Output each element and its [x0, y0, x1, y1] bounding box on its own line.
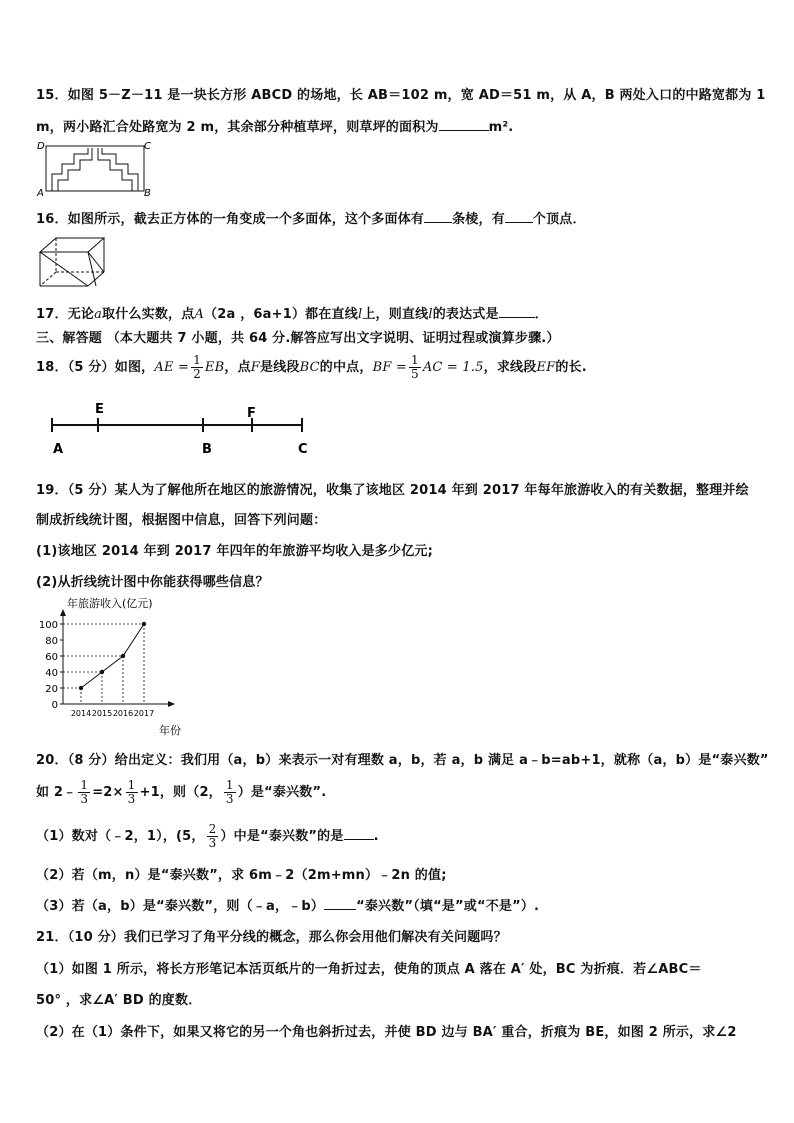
q18-text-b: ，点: [224, 360, 251, 375]
q15-line2-text: m，两小路汇合处路宽为 2 m，其余部分种植草坪，则草坪的面积为: [36, 120, 439, 135]
chart-x-tick-label: 2015: [91, 709, 113, 718]
q18-label-C: C: [298, 442, 308, 457]
q15-label-B: B: [144, 188, 151, 198]
q20-ex-text-d: ）是“泰兴数”.: [237, 785, 327, 800]
q18-frac1-num: 1: [193, 353, 201, 367]
q20-frac1-den: 3: [80, 792, 89, 806]
q18-segment-bc: BC: [299, 360, 320, 375]
q20-sub1-frac: [207, 823, 219, 850]
chart-x-tick-label: 2017: [133, 709, 155, 718]
q17-line-l2: l: [428, 307, 433, 322]
chart-x-tick-label: 2016: [112, 709, 134, 718]
q20-frac-1: [78, 779, 90, 806]
q18-label-E: E: [95, 402, 104, 417]
q20-sub1-frac-den: 3: [208, 836, 217, 850]
q20-sub3-blank: [324, 897, 356, 910]
q20-frac3-den: 3: [225, 792, 234, 806]
q20-example-line: [36, 779, 326, 806]
q18-label-B: B: [202, 442, 212, 457]
q19-line2: 制成折线统计图，根据图中信息，回答下列问题：: [36, 513, 327, 528]
chart-y-tick-label: 100: [38, 620, 58, 631]
q20-frac2-den: 3: [127, 792, 136, 806]
q16-cube-figure: [36, 234, 108, 290]
q20-frac-2: [126, 779, 138, 806]
q16-vertices-blank: [505, 210, 533, 223]
chart-data-point: [121, 654, 125, 658]
q16-edges-blank: [424, 210, 452, 223]
q15-line1: 15．如图 5－Z－11 是一块长方形 ABCD 的场地，长 AB＝102 m，宽 AD＝51 m，从 A，B 两处入口的中路宽都为 1: [36, 88, 766, 103]
q17-point-a: A: [194, 307, 205, 322]
q18-frac2-den: 5: [411, 367, 419, 381]
q20-sub3-text-a: （3）若（a，b）是“泰兴数”，则（﹣a，﹣b）: [36, 899, 325, 914]
q21-line2: （1）如图 1 所示，将长方形笔记本活页纸片的一角折过去，使角的顶点 A 落在 A′ 处，BC 为折痕．若∠ABC＝: [36, 962, 702, 977]
q21-line1: 21．（10 分）我们已学习了角平分线的概念，那么你会用他们解决有关问题吗？: [36, 930, 507, 945]
q20-line1: 20．（8 分）给出定义：我们用（a，b）来表示一对有理数 a，b，若 a，b 满足 a﹣b=ab+1，就称（a，b）是“泰兴数”: [36, 753, 769, 768]
chart-y-tick-label: 0: [51, 700, 58, 711]
q17-text-c: （2a ，6a+1）都在直线: [204, 307, 358, 322]
q18-frac1-den: 2: [193, 367, 201, 381]
q20-frac1-num: 1: [80, 778, 89, 792]
q20-sub1-blank: [344, 827, 374, 840]
q16-text-c: 个顶点．: [532, 212, 586, 227]
q18-line: [36, 354, 587, 381]
tourism-income-line-chart: [34, 594, 194, 740]
q20-frac-3: [224, 779, 236, 806]
chart-data-point: [100, 670, 104, 674]
q20-ex-text-a: 如 2﹣: [36, 785, 77, 800]
q20-sub3: [36, 895, 539, 914]
chart-y-axis-arrow: [60, 609, 66, 616]
q16-text-b: 条棱，有: [452, 212, 505, 227]
chart-data-point: [79, 686, 83, 690]
q18-frac2-num: 1: [411, 353, 419, 367]
chart-plot-area: [39, 609, 175, 718]
chart-y-tick-label: 20: [45, 684, 58, 695]
chart-y-tick-label: 60: [45, 652, 58, 663]
q18-eq2-right: AC = 1.5: [422, 360, 484, 375]
q18-point-f: F: [250, 360, 261, 375]
chart-data-point: [142, 622, 146, 626]
q18-text-d: 的中点，: [319, 360, 373, 375]
q18-segment-figure: [40, 398, 330, 460]
q15-field-figure: [36, 138, 154, 198]
q17-text-f: ．: [534, 307, 548, 322]
q18-label-A: A: [53, 442, 64, 457]
q17-var-a: a: [94, 307, 103, 322]
q20-sub1-frac-num: 2: [208, 822, 217, 836]
q15-answer-blank: [439, 118, 489, 131]
q20-ex-text-c: +1，则（2，: [139, 785, 222, 800]
chart-x-axis-label: 年份: [159, 724, 181, 737]
q15-label-A: A: [37, 188, 44, 198]
q15-unit: m².: [488, 120, 514, 135]
q18-frac-fifth: [409, 354, 421, 381]
q17-line: [36, 303, 548, 322]
q18-text-a: 18．（5 分）如图，: [36, 360, 155, 375]
chart-x-tick-label: 2014: [70, 709, 92, 718]
q18-eq1-left: AE =: [154, 360, 190, 375]
q18-eq1-right: EB: [204, 360, 225, 375]
q17-text-a: 17．无论: [36, 307, 95, 322]
q15-label-C: C: [144, 141, 151, 152]
q19-line1: 19．（5 分）某人为了解他所在地区的旅游情况，收集了该地区 2014 年到 2017 年每年旅游收入的有关数据，整理并绘: [36, 483, 749, 498]
q20-sub1-text-c: .: [373, 829, 379, 844]
q21-line4: （2）在（1）条件下，如果又将它的另一个角也斜折过去，并使 BD 边与 BA′ 重合，折痕为 BE，如图 2 所示，求∠2: [36, 1025, 737, 1040]
q18-frac-half: [191, 354, 203, 381]
q18-label-F: F: [247, 406, 256, 421]
chart-y-tick-label: 40: [45, 668, 58, 679]
q19-sub2: (2)从折线统计图中你能获得哪些信息？: [36, 575, 269, 590]
q16-line: [36, 208, 586, 227]
q18-segment-ef: EF: [536, 360, 556, 375]
q18-text-c: 是线段: [260, 360, 300, 375]
q16-text-a: 16．如图所示，截去正方体的一角变成一个多面体，这个多面体有: [36, 212, 425, 227]
q21-line3: 50° ，求∠A′ BD 的度数．: [36, 993, 202, 1008]
q20-frac3-num: 1: [225, 778, 234, 792]
q20-sub1-text-b: ）中是“泰兴数”的是: [220, 829, 344, 844]
q18-eq2-left: BF =: [372, 360, 407, 375]
q20-sub2: （2）若（m，n）是“泰兴数”，求 6m﹣2（2m+mn）﹣2n 的值;: [36, 868, 447, 883]
q17-line-l: l: [357, 307, 363, 322]
q17-text-e: 的表达式是: [432, 307, 499, 322]
chart-y-tick-label: 80: [45, 636, 58, 647]
q20-sub1-text-a: （1）数对（﹣2，1），(5，: [36, 829, 205, 844]
q20-sub3-text-b: “泰兴数”（填“是”或“不是”）.: [356, 899, 540, 914]
q18-text-f: 的长.: [555, 360, 587, 375]
q20-ex-text-b: =2×: [92, 785, 124, 800]
q18-text-e: ，求线段: [483, 360, 537, 375]
q19-sub1: (1)该地区 2014 年到 2017 年四年的年旅游平均收入是多少亿元;: [36, 544, 433, 559]
q15-line2: [36, 116, 513, 135]
q20-frac2-num: 1: [127, 778, 136, 792]
q20-sub1: [36, 823, 379, 850]
q17-text-d: 上，则直线: [362, 307, 429, 322]
section-3-heading: 三、解答题 （本大题共 7 小题，共 64 分.解答应写出文字说明、证明过程或演算步骤.）: [36, 331, 560, 346]
chart-y-axis-label: 年旅游收入(亿元): [67, 597, 153, 610]
q17-answer-blank: [499, 305, 535, 318]
q17-text-b: 取什么实数，点: [102, 307, 195, 322]
chart-x-axis-arrow: [168, 701, 175, 707]
q15-label-D: D: [37, 141, 45, 152]
